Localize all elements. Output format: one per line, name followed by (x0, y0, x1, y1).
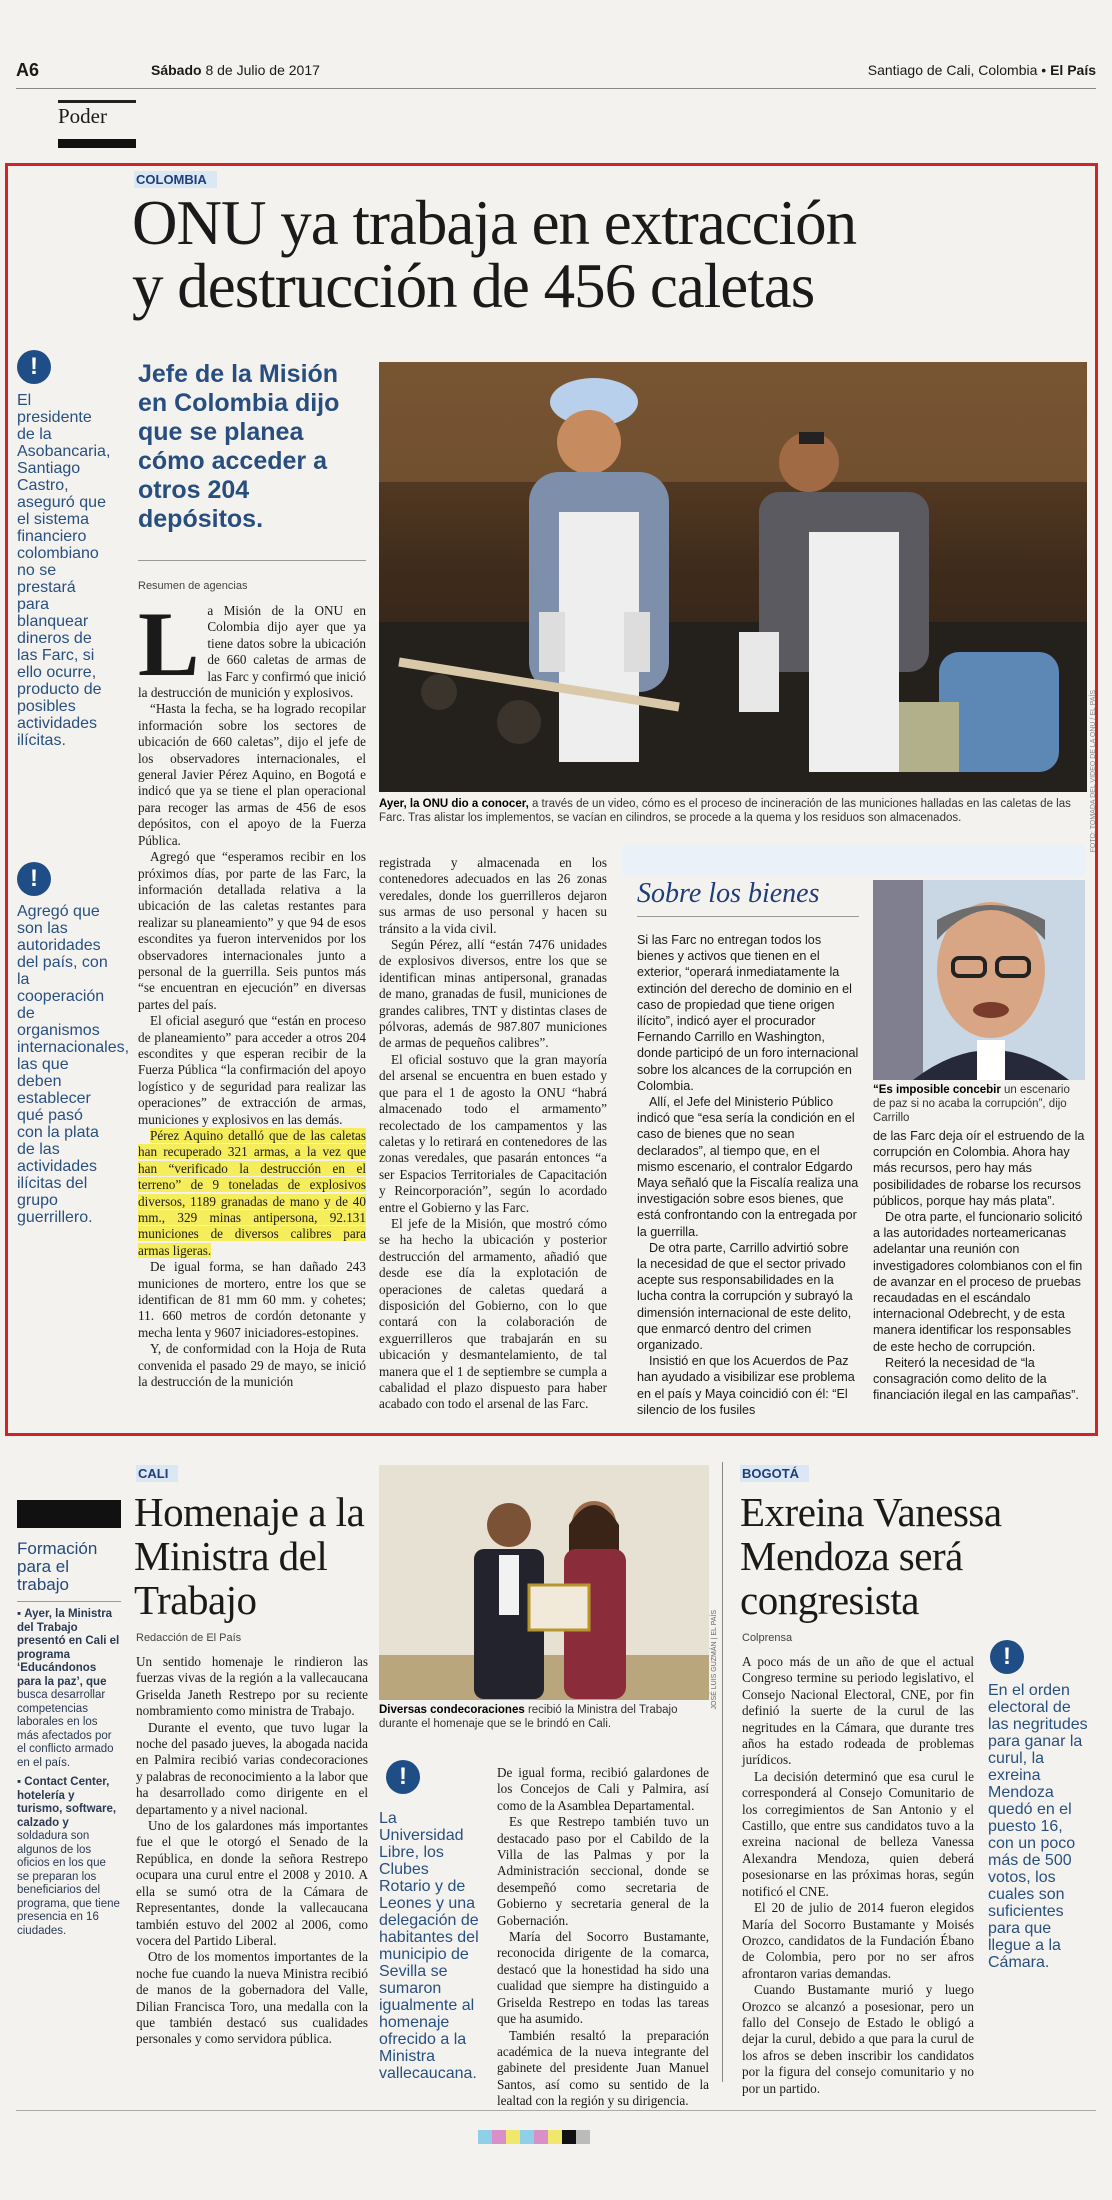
cali-column-1 (136, 1654, 368, 2048)
paragraph: De igual forma, recibió galardones de los Concejos de Cali y Palmira, así como de la Asamblea Departamental. (497, 1765, 709, 1813)
paragraph: de las Farc deja oír el estruendo de la corrupción en Colombia. Ahora hay más recursos, pero hay más posibilidades de robarse los recursos públicos, porque hay más plata”. (873, 1129, 1085, 1208)
main-photo (379, 362, 1087, 792)
paragraph: También resaltó la preparación académica de la nueva integrante del gabinete del presidente Juan Manuel Santos, así como su sentido de la lealtad con la región y su dirigencia. (497, 2027, 709, 2109)
paragraph: El jefe de la Misión, que mostró cómo se ha hecho la ubicación y posterior destrucción del armamento, añadió que desde ese día la explotación de operaciones de caletas quedará a disposición del Gobierno, con lo que contará con la colaboración de exguerrilleros que trabajarán en su ubicación y desmantelamiento, de tal manera que el 1 de septiembre se cumpla a cabalidad el plazo dispuesto para haber acabado con todo el arsenal de las Farc. (379, 1215, 607, 1412)
paragraph: De otra parte, el funcionario solicitó a las autoridades norteamericanas adelantar una reunión con investigadores colombianos con el fin de avanzar en el proceso de pruebas recaudadas en el escándalo internacional Odebrecht, y de esta manera identificar los responsables de este hecho de corrupción. (873, 1210, 1083, 1354)
bogota-headline: Exreina Vanessa Mendoza será congresista (740, 1489, 1002, 1623)
date: 8 de Julio de 2017 (205, 62, 320, 78)
exclamation-icon: ! (17, 862, 51, 896)
drop-cap: L (138, 593, 200, 695)
cali-kicker (136, 1465, 178, 1483)
paragraph: El 20 de julio de 2014 fueron elegidos María del Socorro Bustamante y Moisés Orozco, candidatos de la Fundación Ébano de Colombia, pero por no ser afros afrontaron varias demandas. (742, 1900, 974, 1981)
bienes-rule (637, 916, 859, 917)
bienes-top-band (622, 845, 1085, 875)
kicker-label: CALI (136, 1465, 178, 1482)
swatch (506, 2130, 520, 2144)
sidebar-item: ▪ Ayer, la Ministra del Trabajo presentó en Cali el programa ‘Educándonos para la paz’, que busca desarrollar competencias laborales en los más afectados por el conflicto armado en el país. (17, 1608, 120, 1769)
paragraph: A poco más de un año de que el actual Congreso termine su periodo legislativo, el Consejo Nacional Electoral, CNE, por fin definió la suerte de la curul de las negritudes en la Cámara, que durante tres años ha estado rodeada de problemas jurídicos. (742, 1654, 974, 1768)
caption-lead: Ayer, la ONU dio a conocer, (379, 798, 529, 810)
cali-photo-caption (379, 1703, 709, 1731)
subhead-rule (138, 560, 366, 561)
bogota-note: En el orden electoral de las negritudes para ganar la curul, la exreina Mendoza quedó en el puesto 16, con un poco más de 500 votos, los cuales son suficientes para que llegue a la Cámara. (988, 1682, 1088, 1971)
carrillo-caption (873, 1083, 1085, 1125)
exclamation-icon: ! (17, 350, 51, 384)
date-line (151, 62, 320, 78)
main-kicker (134, 171, 217, 189)
sidebar-item-text: busca desarrollar competencias laborales en los más afectados por el conflicto armado en el país. (17, 1689, 114, 1769)
paragraph: Según Pérez, allí “están 7476 unidades de explosivos diversos, entre los que se identifican minas antipersonal, granadas de mano, granadas de fusil, municiones de grandes calibres, TNT y distintas clases de pólvoras, además de 987.807 municiones de armas de pequeños calibres”. (379, 937, 607, 1051)
swatch (492, 2130, 506, 2144)
caption-lead: Diversas condecoraciones (379, 1704, 525, 1716)
masthead (16, 60, 1096, 86)
side-note-1: El presidente de la Asobancaria, Santiago Castro, aseguró que el sistema financiero colombiano no se prestará para blanquear dineros de las Farc, si ello ocurre, producto de posibles actividades ilícitas. (17, 392, 111, 749)
paragraph: registrada y almacenada en los contenedores adecuados en las 26 zonas veredales, donde los guerrilleros dejaron sus armas de uso personal y hacen su tránsito a la vida civil. (379, 855, 607, 936)
paragraph: a Misión de la ONU en Colombia dijo ayer que ya tiene datos sobre la ubicación de 660 caletas de armas de las Farc y confirmó que inició la destrucción de munición y explosivos. (138, 603, 366, 701)
caption-text: recibió la Ministra del Trabajo durante el homenaje que se le brindó en Cali. (379, 1704, 678, 1730)
page-number: A6 (16, 60, 40, 80)
main-headline (132, 188, 1087, 321)
photo-credit: FOTO: TOMADA DEL VIDEO DE LA ONU / EL PAÍS (1090, 690, 1097, 853)
paragraph: Otro de los momentos importantes de la noche fue cuando la nueva Ministra recibió de manos de la gobernadora del Valle, Dilian Francisca Toro, una medalla con la que también destacó sus cualidades personales y como servidora pública. (136, 1949, 368, 2047)
column-divider (722, 1462, 723, 2082)
masthead-rule (16, 88, 1096, 89)
paragraph: Si las Farc no entregan todos los bienes y activos que tienen en el exterior, “operará inmediatamente la extinción del derecho de dominio en el caso de propiedad que tiene origen ilícito”, indicó ayer el procurador Fernando Carrillo en Washington, donde participó de un foro internacional sobre los alcances de la corrupción en Colombia. (637, 933, 859, 1093)
paragraph: “Hasta la fecha, se ha logrado recopilar información sobre los sectores de ubicación de 660 caletas”, dijo el jefe de los observadores internacionales, el general Javier Pérez Aquino, en Bogotá e indicó que ya se tiene el plan operacional para recoger las armas de 456 de esos depósitos, con el apoyo de la Fuerza Pública. (138, 701, 366, 848)
bogota-body (742, 1654, 974, 2097)
paragraph: La decisión determinó que esa curul le corresponderá al Consejo Comunitario de los corregimientos de San Antonio y el Castillo, que entre sus candidatos tuvo a la exreina nacional de belleza Vanessa Alexandra Mendoza, quien deberá posesionarse en las próximas horas, según notificó el CNE. (742, 1768, 974, 1899)
swatch (562, 2130, 576, 2144)
paragraph: María del Socorro Bustamante, reconocida dirigente de la comarca, destacó que la honestidad ha sido una cualidad que siempre ha distinguido a Griselda Restrepo en todas las tareas que ha asumido. (497, 1929, 709, 2027)
bottom-rule (16, 2110, 1096, 2111)
swatch (548, 2130, 562, 2144)
weekday: Sábado (151, 62, 202, 78)
paragraph: De igual forma, se han dañado 243 municiones de mortero, entre los que se identifican de 81 mm 60 mm. y cohetes; 11. 660 metros de cordón detonante y mecha lenta y 9607 iniciadores-estopines. (138, 1259, 366, 1340)
paragraph: Reiteró la necesidad de “la consagración como delito de la financiación ilegal en las campañas”. (873, 1355, 1079, 1403)
paragraph: Un sentido homenaje le rindieron las fuerzas vivas de la región a la vallecaucana Griselda Janeth Restrepo por su reciente nombramiento como ministra de Trabajo. (136, 1654, 368, 1719)
cali-photo-credit: JOSÉ LUIS GUZMÁN | EL PAÍS (711, 1610, 718, 1710)
sidebar-item-lead: Contact Center, hotelería y turismo, software, calzado y (17, 1776, 117, 1829)
bienes-column-right (873, 1128, 1085, 1403)
photo-carrillo (873, 880, 1085, 1080)
color-bar (478, 2130, 590, 2149)
swatch (478, 2130, 492, 2144)
cali-byline: Redacción de El País (136, 1632, 242, 1644)
paragraph: Y, de conformidad con la Hoja de Ruta convenida el pasado 29 de mayo, se inició la destrucción de la munición (138, 1341, 366, 1390)
sidebar-title: Formación para el trabajo (17, 1539, 98, 1594)
paragraph: Es que Restrepo también tuvo un destacado paso por el Cabildo de la Villa de las Palmas y por la Administración seccional, donde se desempeñó como secretaria de Gobierno y secretaria general de la Gobernación. (497, 1814, 709, 1928)
highlighted-paragraph (138, 1128, 366, 1259)
paragraph: Insistió en que los Acuerdos de Paz han ayudado a visibilizar ese problema en el país y Maya coincidió con él: “El silencio de los fusiles (637, 1354, 855, 1417)
bogota-byline: Colprensa (742, 1632, 793, 1644)
swatch (576, 2130, 590, 2144)
location-line (868, 62, 1096, 78)
sidebar-rule (17, 1601, 121, 1602)
exclamation-icon: ! (990, 1640, 1024, 1674)
sidebar-item: ▪ Contact Center, hotelería y turismo, software, calzado y soldadura son algunos de los oficios en los que se preparan los beneficiarios del programa, que tiene presencia en 16 ciudades. (17, 1776, 120, 1937)
paragraph: Cuando Bustamante murió y luego Orozco se alcanzó a posesionar, pero un fallo del Consejo de Estado le obligó a dejar la curul, debido a que para la curul de los afros se deben inscribir los candidatos por la figura del consejo comunitario y no por un partido. (742, 1982, 974, 2096)
cali-headline: Homenaje a la Ministra del Trabajo (134, 1489, 365, 1623)
paragraph: El oficial aseguró que “están en proceso de planeamiento” para acceder a otros 204 escondites y que esperan recibir de la Fuerza Pública “la confirmación del apoyo logístico y de seguridad para realizar las operaciones” de extracción de armas, municiones y explosivos en las demás. (138, 1013, 366, 1127)
caption-lead: “Es imposible concebir (873, 1084, 1001, 1096)
main-byline: Resumen de agencias (138, 580, 248, 592)
sidebar-header-bar (17, 1500, 121, 1528)
headline-line-1: ONU ya trabaja en extracción (132, 188, 857, 258)
sidebar-item-lead: Ayer, la Ministra del Trabajo presentó en Cali el programa ‘Educándonos para la paz’, que (17, 1608, 120, 1688)
photo-homenaje (379, 1465, 709, 1700)
bienes-column-left (637, 932, 859, 1418)
main-subhead: Jefe de la Misión en Colombia dijo que se planea cómo acceder a otros 204 depósitos. (138, 360, 340, 533)
sidebar-items (17, 1608, 121, 1938)
cali-photo (379, 1465, 709, 1700)
bogota-kicker (740, 1465, 809, 1483)
side-note-2: Agregó que son las autoridades del país, con la cooperación de organismos internacionales, las que deben establecer qué pasó con la plata de las actividades ilícitas del grupo guerrillero. (17, 903, 130, 1226)
swatch (520, 2130, 534, 2144)
caption-text: un escenario de paz si no acaba la corrupción”, dijo Carrillo (873, 1084, 1070, 1124)
sidebar-item-text: soldadura son algunos de los oficios en los que se preparan los beneficiarios del programa, que tiene presencia en 16 ciudades. (17, 1830, 120, 1937)
location: Santiago de Cali, Colombia • (867, 62, 1047, 78)
cali-column-3 (497, 1765, 709, 2110)
paper-name: El País (1050, 62, 1096, 78)
main-column-1 (138, 593, 366, 1391)
paragraph: De otra parte, Carrillo advirtió sobre la necesidad de que el sector privado acepte sus responsabilidades en la lucha contra la corrupción y subrayó la dimensión internacional de este delito, que enmarcó dentro del crimen organizado. (637, 1240, 853, 1353)
highlight-text: Pérez Aquino detalló que de las caletas han recuperado 321 armas, a la vez que han “verificado la destrucción en el terreno” de 9 toneladas de explosivos diversos, 1189 granadas de mano y de 40 mm., 329 minas antipersona, 92.131 municiones de diversos calibres para armas ligeras. (138, 1128, 366, 1258)
paragraph: El oficial sostuvo que la gran mayoría del arsenal se encuentra en buen estado y que para el 1 de agosto la ONU “habrá almacenado todo el armamento” recolectado de los campamentos y las caletas y lo retirará en contenedores de las zonas veredales, que pasarán entonces “a ser Espacios Territoriales de Capacitación y Reincorporación”, según lo acordado entre el Gobierno y las Farc. (379, 1051, 607, 1215)
kicker-label: BOGOTÁ (740, 1465, 809, 1482)
caption-text: a través de un video, cómo es el proceso de incineración de las municiones halladas en las caletas de las Farc. Tras alistar los implementos, se vacían en cilindros, se procede a la quema y los residuos son almacenados. (379, 798, 1071, 824)
paragraph: Agregó que “esperamos recibir en los próximos días, por parte de las Farc, la información detallada relativa a la ubicación de las caletas restantes para realizar su planeamiento” y que 94 de esos escondites ya fueron intervenidos por los observadores internacionales junto a personal de la guerrilla. Seis puntos más “se encuentran en ejecución” en diversas partes del país. (138, 849, 366, 1012)
kicker-label: COLOMBIA (134, 171, 217, 188)
paragraph: Allí, el Jefe del Ministerio Público indicó que “esa sería la condición en el caso de bienes que no sean declarados”, al tiempo que, en el mismo escenario, el contralor Edgardo Maya señaló que la Fiscalía realiza una investigación sobre esos bienes, que está confrontando con la entregada por la guerrilla. (637, 1095, 859, 1239)
photo-incineration (379, 362, 1087, 792)
bienes-title: Sobre los bienes (637, 878, 820, 909)
section-label: Poder (58, 100, 136, 148)
main-column-2 (379, 855, 607, 1413)
paragraph: Durante el evento, que tuvo lugar la noche del pasado jueves, la abogada nacida en Palmira recibió varias condecoraciones y palabras de reconocimiento a la labor que ha desarrollado como dirigente en el departamento y a nivel nacional. (136, 1719, 368, 1817)
cali-note: La Universidad Libre, los Clubes Rotario y de Leones y una delegación de habitantes del municipio de Sevilla se sumaron igualmente al homenaje ofrecido a la Ministra vallecaucana. (379, 1810, 479, 2082)
exclamation-icon: ! (386, 1760, 420, 1794)
headline-line-2: y destrucción de 456 caletas (132, 251, 815, 321)
paragraph: Uno de los galardones más importantes fue el que le otorgó el Senado de la República, en donde la señora Restrepo ocupara una curul entre el 2008 y 2010. A ella se sumó otra de la Cámara de Representantes, donde la vallecaucana también estuvo del 2002 al 2006, como vocera del Partido Liberal. (136, 1818, 368, 1948)
swatch (534, 2130, 548, 2144)
main-photo-caption (379, 797, 1087, 825)
carrillo-photo (873, 880, 1085, 1080)
